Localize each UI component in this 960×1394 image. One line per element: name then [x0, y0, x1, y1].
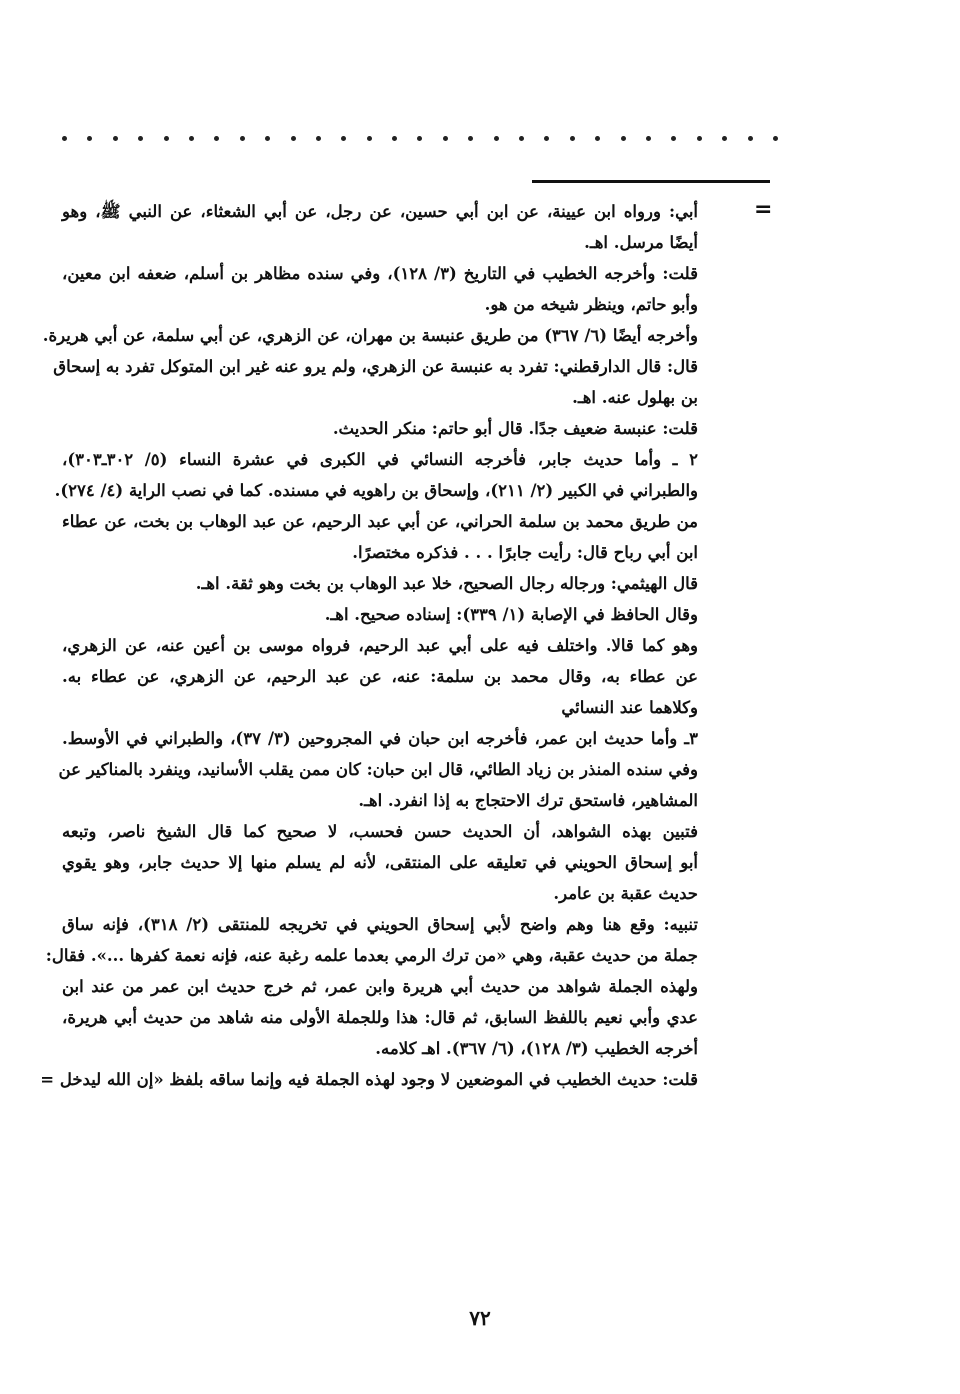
text-line: عدي وأبي نعيم باللفظ السابق، ثم قال: هذا وللجملة الأولى منه شاهد من حديث أبي هريرة،: [62, 1008, 698, 1027]
text-line: قلت: عنبسة ضعيف جدًا. قال أبو حاتم: منكر الحديث.: [332, 419, 698, 438]
text-line: أيضًا مرسل. اهـ.: [584, 233, 698, 252]
dot: [417, 136, 422, 141]
dot: [189, 136, 194, 141]
text-line: قال الهيثمي: ورجاله رجال الصحيح، خلا عبد الوهاب بن بخت وهو ثقة. اهـ.: [195, 574, 698, 593]
dot: [722, 136, 727, 141]
text-line: وهو كما قالا. واختلف فيه على أبي عبد الرحيم، فرواه موسى بن أعين عنه، عن الزهري،: [62, 636, 698, 655]
dot: [519, 136, 524, 141]
text-line: ولهذه الجملة شواهد من حديث أبي هريرة وابن عمر، ثم خرج حديث ابن عمر من عند ابن: [62, 977, 698, 996]
text-line: أخرجه الخطيب (٣/ ١٢٨)، (٦/ ٣٦٧). اهـ كلامه.: [375, 1039, 698, 1058]
text-line: عن عطاء به، وقال محمد بن سلمة: عنه، عن عبد الرحيم، عن الزهري، عن عطاء به.: [62, 667, 698, 686]
page-number: ٧٢: [469, 1306, 491, 1330]
text-line: ٣ـ وأما حديث ابن عمر، فأخرجه ابن حبان في المجروحين (٣/ ٣٧)، والطبراني في الأوسط.: [62, 729, 699, 748]
footnote-text-block: [40, 196, 699, 1095]
text-line: بن بهلول عنه. اهـ.: [572, 388, 698, 407]
text-line: جملة من حديث عقبة، وهي «من ترك الرمي بعدما علمه رغبة عنه، فإنه نعمة كفرها ...». فقال:: [45, 946, 698, 965]
dot: [113, 136, 118, 141]
dot: [62, 136, 67, 141]
dot: [671, 136, 676, 141]
dot: [773, 136, 778, 141]
text-line: أبو إسحاق الحويني في تعليقه على المنتقى، لأنه لم يسلم منها إلا حديث جابر، وهو يقوي: [62, 853, 698, 872]
text-line: وقال الحافظ في الإصابة (١/ ٣٣٩): إسناده صحيح. اهـ.: [324, 605, 698, 624]
dot: [621, 136, 626, 141]
dot: [392, 136, 397, 141]
text-line: المشاهير، فاستحق ترك الاحتجاج به إذا انفرد. اهـ.: [358, 791, 698, 810]
dot: [748, 136, 753, 141]
text-line: ٢ ـ وأما حديث جابر، فأخرجه النسائي في الكبرى في عشرة النساء (٥/ ٣٠٢ـ٣٠٣)،: [62, 450, 698, 469]
text-line: وأخرجه أيضًا (٦/ ٣٦٧) من طريق عنبسة بن مهران، عن الزهري، عن أبي سلمة، عن أبي هريرة.: [42, 326, 698, 345]
text-line: وأبو حاتم، وينظر شيخه من هو.: [484, 295, 698, 314]
dot: [164, 136, 169, 141]
dot: [291, 136, 296, 141]
dot: [240, 136, 245, 141]
text-line: قلت: حديث الخطيب في الموضعين لا وجود لهذه الجملة فيه وإنما ساقه بلفظ «إن الله ليدخل =: [40, 1070, 698, 1089]
text-line: وكلاهما عند النسائي: [561, 698, 698, 717]
text-line: قال: قال الدارقطني: تفرد به عنبسة عن الزهري، ولم يرو عنه غير ابن المتوكل تفرد به إسحاق: [53, 357, 698, 376]
dot: [646, 136, 651, 141]
dot: [367, 136, 372, 141]
text-line: أبي: ورواه ابن عيينة، عن ابن أبي حسين، عن رجل، عن أبي الشعثاء، عن النبي ﷺ، وهو: [62, 202, 698, 221]
dot: [468, 136, 473, 141]
text-line: قلت: وأخرجه الخطيب في التاريخ (٣/ ١٢٨)، وفي سنده مظاهر بن أسلم، ضعفه ابن معين،: [62, 264, 698, 283]
header-dot-ornament: [62, 128, 778, 148]
text-line: فتبين بهذه الشواهد، أن الحديث حسن فحسب، لا صحيح كما قال الشيخ ناصر، وتبعه: [62, 822, 698, 841]
text-line: ابن أبي رباح قال: رأيت جابرًا . . . فذكره مختصرًا.: [352, 543, 698, 562]
text-line: من طريق محمد بن سلمة الحراني، عن أبي عبد الرحيم، عن عبد الوهاب بن بخت، عن عطاء: [62, 512, 698, 531]
dot: [87, 136, 92, 141]
dot: [443, 136, 448, 141]
dot: [570, 136, 575, 141]
text-line: تنبيه: وقع هنا وهم واضح لأبي إسحاق الحويني في تخريجه للمنتقى (٢/ ٣١٨)، فإنه ساق: [62, 915, 698, 934]
dot: [214, 136, 219, 141]
continuation-mark: =: [754, 197, 773, 222]
text-line: والطبراني في الكبير (٢/ ٢١١)، وإسحاق بن راهويه في مسنده. كما في نصب الراية (٤/ ٢٧٤).: [54, 481, 698, 500]
dot: [544, 136, 549, 141]
dot: [265, 136, 270, 141]
text-line: وفي سنده المنذر بن زياد الطائي، قال ابن حبان: كان ممن يقلب الأسانيد، وينفرد بالمناكير عن: [58, 760, 698, 779]
dot: [595, 136, 600, 141]
dot: [316, 136, 321, 141]
dot: [697, 136, 702, 141]
footnote-separator-rule: [532, 180, 770, 183]
dot: [494, 136, 499, 141]
dot: [341, 136, 346, 141]
dot: [138, 136, 143, 141]
text-line: حديث عقبة بن عامر.: [553, 884, 698, 903]
